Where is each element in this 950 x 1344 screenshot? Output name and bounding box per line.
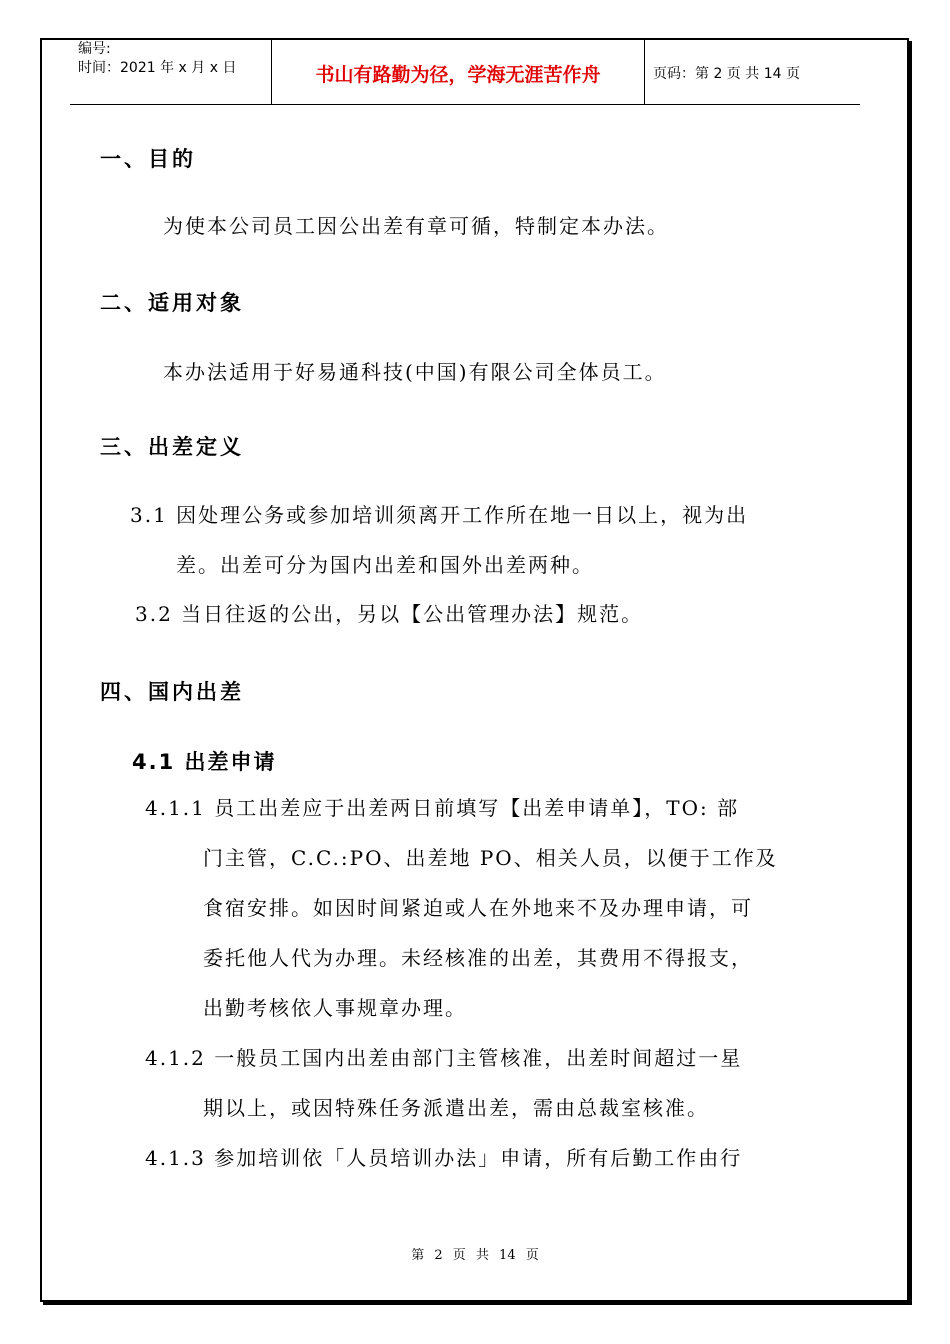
section-heading: 四、国内出差 [100, 680, 244, 704]
number-label: 编号: [78, 41, 111, 57]
paragraph-line: 4.1.2 一般员工国内出差由部门主管核准，出差时间超过一星 [145, 1046, 743, 1070]
page-header [70, 38, 860, 105]
header-motto: 书山有路勤为径，学海无涯苦作舟 [315, 64, 601, 86]
paragraph-line: 3.2 当日往返的公出，另以【公出管理办法】规范。 [135, 602, 644, 626]
page-footer: 第 2 页 共 14 页 [411, 1248, 539, 1263]
paragraph: 本办法适用于好易通科技(中国)有限公司全体员工。 [163, 360, 667, 384]
paragraph-line: 委托他人代为办理。未经核准的出差，其费用不得报支， [203, 946, 753, 970]
time-label: 时间：2021 年 x 月 x 日 [78, 60, 237, 76]
subsection-heading: 4.1 出差申请 [132, 750, 277, 774]
paragraph-line: 4.1.1 员工出差应于出差两日前填写【出差申请单】，TO: 部 [145, 796, 740, 820]
paragraph-line: 食宿安排。如因时间紧迫或人在外地来不及办理申请，可 [203, 896, 753, 920]
paragraph: 为使本公司员工因公出差有章可循，特制定本办法。 [163, 214, 669, 238]
paragraph-line: 差。出差可分为国内出差和国外出差两种。 [176, 553, 594, 577]
paragraph-line: 期以上，或因特殊任务派遣出差，需由总裁室核准。 [203, 1096, 709, 1120]
header-divider [644, 38, 645, 104]
section-heading: 一、目的 [100, 147, 196, 171]
header-page-info: 页码：第 2 页 共 14 页 [653, 66, 800, 82]
paragraph-line: 3.1 因处理公务或参加培训须离开工作所在地一日以上，视为出 [130, 503, 749, 527]
paragraph-line: 出勤考核依人事规章办理。 [203, 996, 467, 1020]
paragraph-line: 门主管，C.C.:PO、出差地 PO、相关人员，以便于工作及 [203, 846, 778, 870]
section-heading: 二、适用对象 [100, 291, 244, 315]
paragraph-line: 4.1.3 参加培训依「人员培训办法」申请，所有后勤工作由行 [145, 1146, 743, 1170]
section-heading: 三、出差定义 [100, 435, 244, 459]
header-meta [78, 40, 236, 78]
